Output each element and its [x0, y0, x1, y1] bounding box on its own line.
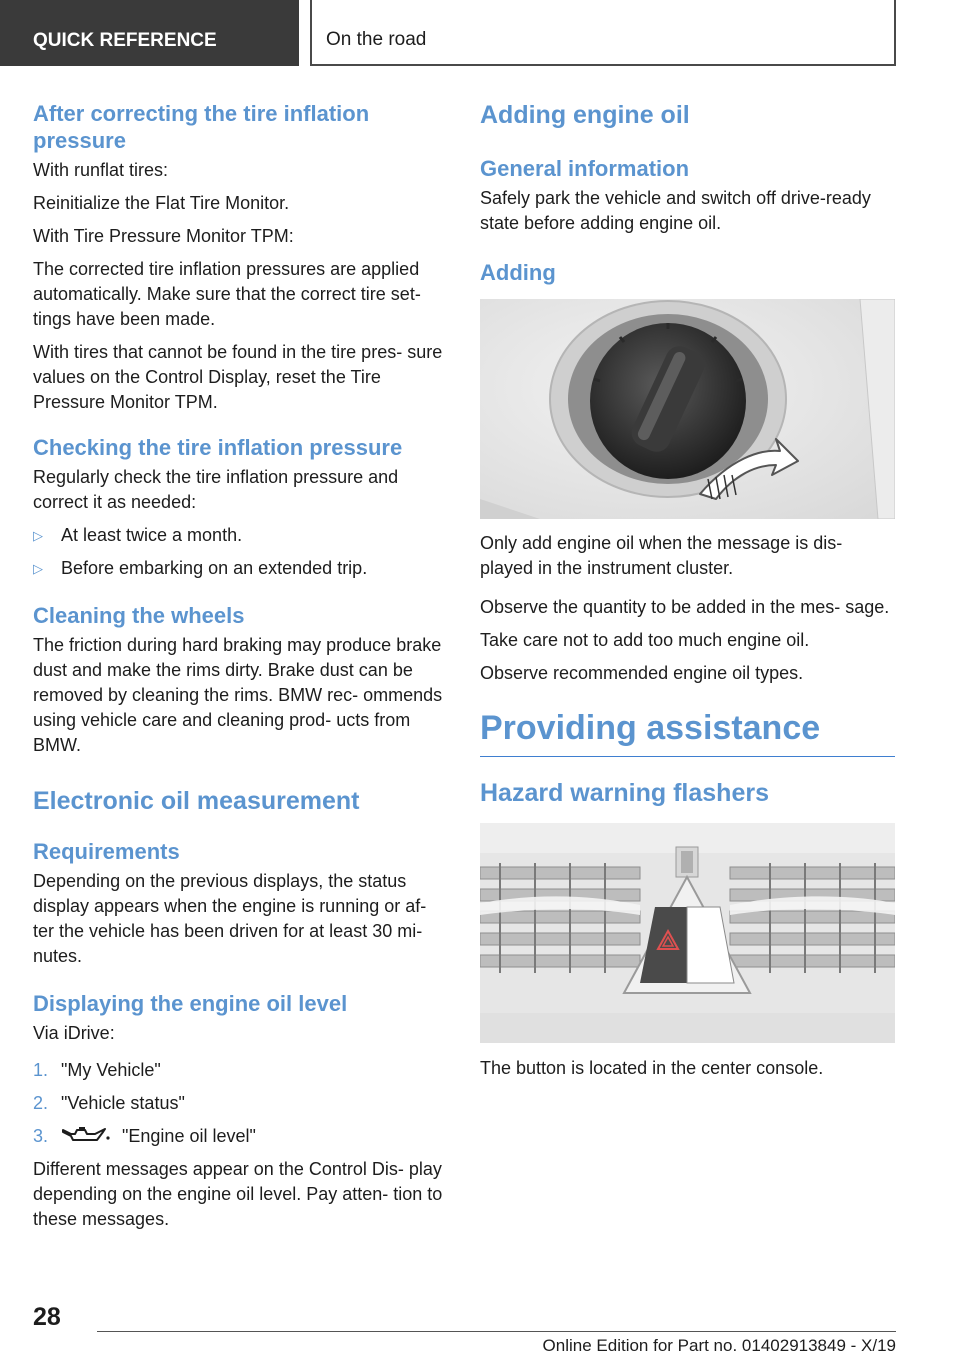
triangle-right-icon: ▷ — [33, 561, 43, 576]
text-different-messages: Different messages appear on the Control Dis- play depending on the engine oil level. Pay atten- tion to these messages. — [33, 1159, 443, 1229]
step-item — [33, 1091, 447, 1116]
heading-checking-pressure: Checking the tire inflation pressure — [33, 435, 403, 460]
text-observe-types: Observe recommended engine oil types. — [480, 663, 804, 683]
text-depending: Depending on the previous displays, the status display appears when the engine is running or af- ter the vehicle has been driven for at least 30 mi- nutes. — [33, 871, 427, 966]
text-corrected-pressures: The corrected tire inflation pressures are applied automatically. Make sure that the correct tire set- tings have been made. — [33, 259, 421, 329]
step-item — [33, 1058, 447, 1083]
text-button-location: The button is located in the center console. — [480, 1058, 824, 1078]
text-safely-park: Safely park the vehicle and switch off drive-ready state before adding engine oil. — [480, 188, 871, 233]
oil-filler-cap-image — [480, 299, 895, 519]
text-only-add: Only add engine oil when the message is dis- played in the instrument cluster. — [480, 533, 843, 578]
heading-general-information: General information — [480, 156, 690, 181]
footer-edition: Online Edition for Part no. 01402913849 - X/19 — [542, 1336, 896, 1355]
hazard-button-image — [480, 823, 895, 1043]
heading-after-correcting: After correcting the tire inflation pressure — [33, 101, 370, 153]
text-tpm: With Tire Pressure Monitor TPM: — [33, 226, 294, 246]
text-runflat: With runflat tires: — [33, 160, 169, 180]
text-tires-not-found: With tires that cannot be found in the tire pres- sure values on the Control Display, reset the Tire Pressure Monitor TPM. — [33, 342, 443, 412]
left-column — [33, 100, 447, 1232]
heading-providing-assistance: Providing assistance — [480, 706, 895, 757]
step-number: 2. — [33, 1093, 49, 1113]
right-column — [480, 100, 895, 1081]
heading-cleaning-wheels: Cleaning the wheels — [33, 603, 245, 628]
header-separator — [310, 0, 312, 66]
step-text: "Vehicle status" — [61, 1093, 185, 1113]
text-via-idrive: Via iDrive: — [33, 1023, 115, 1043]
heading-adding-engine-oil: Adding engine oil — [480, 101, 690, 129]
list-item-text: At least twice a month. — [61, 525, 243, 545]
heading-requirements: Requirements — [33, 839, 180, 864]
text-observe-quantity: Observe the quantity to be added in the mes- sage. — [480, 597, 890, 617]
page-number: 28 — [33, 1303, 61, 1331]
heading-displaying-oil-level: Displaying the engine oil level — [33, 991, 348, 1016]
step-text: "Engine oil level" — [122, 1126, 256, 1146]
heading-hazard-warning: Hazard warning flashers — [480, 779, 769, 807]
footer-rule — [97, 1331, 896, 1332]
text-reinitialize: Reinitialize the Flat Tire Monitor. — [33, 193, 290, 213]
text-friction: The friction during hard braking may produce brake dust and make the rims dirty. Brake dust can be removed by cleaning the rims. BMW rec- ommends using vehicle care and cleaning prod- ucts from BMW. — [33, 635, 443, 755]
heading-adding: Adding — [480, 260, 556, 285]
text-regularly-check: Regularly check the tire inflation pressure and correct it as needed: — [33, 467, 399, 512]
list-item — [33, 556, 447, 581]
heading-electronic-oil: Electronic oil measurement — [33, 787, 360, 815]
list-item — [33, 523, 447, 548]
header-tab: QUICK REFERENCE — [0, 0, 299, 66]
list-item-text: Before embarking on an extended trip. — [61, 558, 368, 578]
header-section-title: On the road — [326, 29, 427, 50]
step-item — [33, 1124, 447, 1149]
text-take-care: Take care not to add too much engine oil. — [480, 630, 810, 650]
oil-can-icon — [61, 1126, 111, 1144]
step-number: 3. — [33, 1126, 49, 1146]
step-text: "My Vehicle" — [61, 1060, 161, 1080]
triangle-right-icon: ▷ — [33, 528, 43, 543]
step-number: 1. — [33, 1060, 49, 1080]
